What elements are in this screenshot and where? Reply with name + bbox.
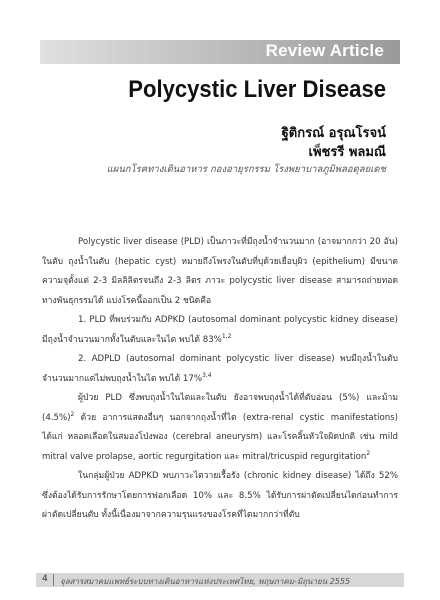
section-banner [40, 40, 400, 64]
paragraph-text: ด้วย อาการแสดงอื่นๆ นอกจากถุงน้ำที่ไต (extra-renal cystic manifestations) ได้แก่ หลอดเลือดในสมองโป่งพอง (cerebral aneurysm) และโรคลิ้นหัวใจผิดปกติ เช่น mild mitral valve prolapse, aortic regurgitation และ mitral/tricuspid regurgitation [42, 412, 398, 462]
page-number: 4 [42, 574, 48, 584]
list-item-text: 1. PLD ที่พบร่วมกับ ADPKD (autosomal dominant polycystic kidney disease) มีถุงน้ำจำนวนมากทั้งในตับและในไต พบได้ 83% [42, 315, 398, 345]
list-item [42, 350, 398, 389]
citation-ref: 2 [70, 410, 75, 418]
citation-ref: 1,2 [221, 332, 232, 340]
paragraph-text: ผู้ป่วย PLD ซึ่งพบถุงน้ำในไตและในตับ ยังอาจพบถุงน้ำได้ที่ตับอ่อน (5%) และม้าม (4.5%) [42, 393, 398, 423]
citation-ref: 2 [366, 449, 371, 457]
body-paragraph [42, 389, 398, 467]
body-paragraph: ในกลุ่มผู้ป่วย ADPKD พบภาวะไตวายเรื้อรัง (chronic kidney disease) ได้ถึง 52% ซึ่งต้องได้รับการรักษาโดยการฟอกเลือด 10% และ 8.5% ได้รับการผ่าตัดเปลี่ยนไตก่อนทำการผ่าตัดเปลี่ยนตับ ทั้งนี้เนื่องมาจากความรุนแรงของโรคที่ไตมากกว่าที่ตับ [42, 471, 398, 520]
author-affiliation: แผนกโรคทางเดินอาหาร กองอายุรกรรม โรงพยาบาลภูมิพลอดุลยเดช [106, 164, 386, 175]
footer-divider [53, 574, 54, 586]
citation-ref: 3,4 [202, 371, 212, 379]
article-body [42, 233, 398, 526]
list-item [42, 311, 398, 350]
section-label: Review Article [265, 41, 384, 60]
author-name: เพ็ชรรี พลมณี [308, 145, 386, 160]
list-item-text: 2. ADPLD (autosomal dominant polycystic liver disease) พบมีถุงน้ำในตับจำนวนมากแต่ไม่พบถุงน้ำในไต พบได้ 17% [42, 354, 398, 384]
author-name: ฐิติกรณ์ อรุณโรจน์ [281, 126, 386, 141]
journal-citation: จุลสารสมาคมแพทย์ระบบทางเดินอาหารแห่งประเทศไทย, พฤษภาคม-มิถุนายน 2555 [60, 577, 351, 586]
intro-paragraph: Polycystic liver disease (PLD) เป็นภาวะที่มีถุงน้ำจำนวนมาก (อาจมากกว่า 20 อัน) ในตับ ถุงน้ำในตับ (hepatic cyst) หมายถึงโพรงในตับที่บุด้วยเยื่อบุผิว (epithelium) มีขนาดความจุตั้งแต่ 2-3 มิลลิลิตรจนถึง 2-3 ลิตร ภาวะ polycystic liver disease สามารถถ่ายทอดทางพันธุกรรมได้ แบ่งโรคนี้ออกเป็น 2 ชนิดคือ [42, 237, 398, 306]
article-title: Polycystic Liver Disease [128, 76, 386, 103]
